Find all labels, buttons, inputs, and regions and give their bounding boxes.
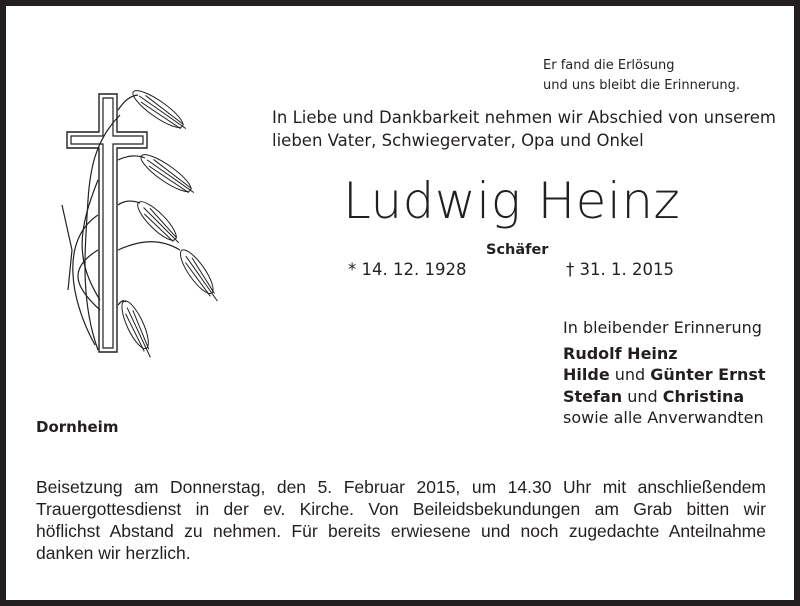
cross-icon bbox=[67, 94, 147, 352]
funeral-line: höflichst Abstand zu nehmen. Für bereits erwiesene und noch zugedachte Anteilnahme bbox=[36, 521, 766, 541]
deceased-name: Ludwig Heinz bbox=[343, 172, 681, 230]
birth-date: * 14. 12. 1928 bbox=[348, 260, 467, 279]
mourner-name: Hilde bbox=[563, 365, 610, 384]
intro-text bbox=[272, 106, 776, 152]
epigraph bbox=[543, 56, 740, 96]
mourners-block bbox=[563, 317, 766, 429]
epigraph-line: Er fand die Erlösung bbox=[543, 58, 675, 73]
conjunction: und bbox=[609, 365, 651, 384]
mourners-heading: In bleibender Erinnerung bbox=[563, 318, 762, 337]
funeral-details bbox=[36, 476, 766, 564]
funeral-line: Beisetzung am Donnerstag, den 5. Februar 2015, um 14.30 Uhr mit anschließendem bbox=[36, 477, 766, 497]
deceased-occupation: Schäfer bbox=[486, 242, 549, 258]
mourner-name: Rudolf Heinz bbox=[563, 343, 678, 363]
place-name: Dornheim bbox=[36, 418, 119, 436]
cross-and-wheat-illustration bbox=[40, 80, 240, 380]
funeral-line: danken wir herzlich. bbox=[36, 543, 191, 563]
mourners-closing: sowie alle Anverwandten bbox=[563, 408, 764, 427]
intro-line: In Liebe und Dankbarkeit nehmen wir Abschied von unserem bbox=[272, 108, 776, 127]
conjunction: und bbox=[622, 386, 663, 406]
funeral-line: Trauergottesdienst in der ev. Kirche. Von Beileidsbekundungen am Grab bitten wir bbox=[36, 499, 766, 519]
wheat-ears-icon bbox=[117, 85, 224, 360]
epigraph-line: und uns bleibt die Erinnerung. bbox=[543, 78, 741, 93]
mourner-name: Günter Ernst bbox=[650, 365, 766, 384]
mourner-name: Stefan bbox=[563, 386, 623, 406]
death-date: † 31. 1. 2015 bbox=[566, 260, 674, 279]
intro-line: lieben Vater, Schwiegervater, Opa und Onkel bbox=[272, 131, 644, 150]
mourner-name: Christina bbox=[662, 386, 745, 406]
